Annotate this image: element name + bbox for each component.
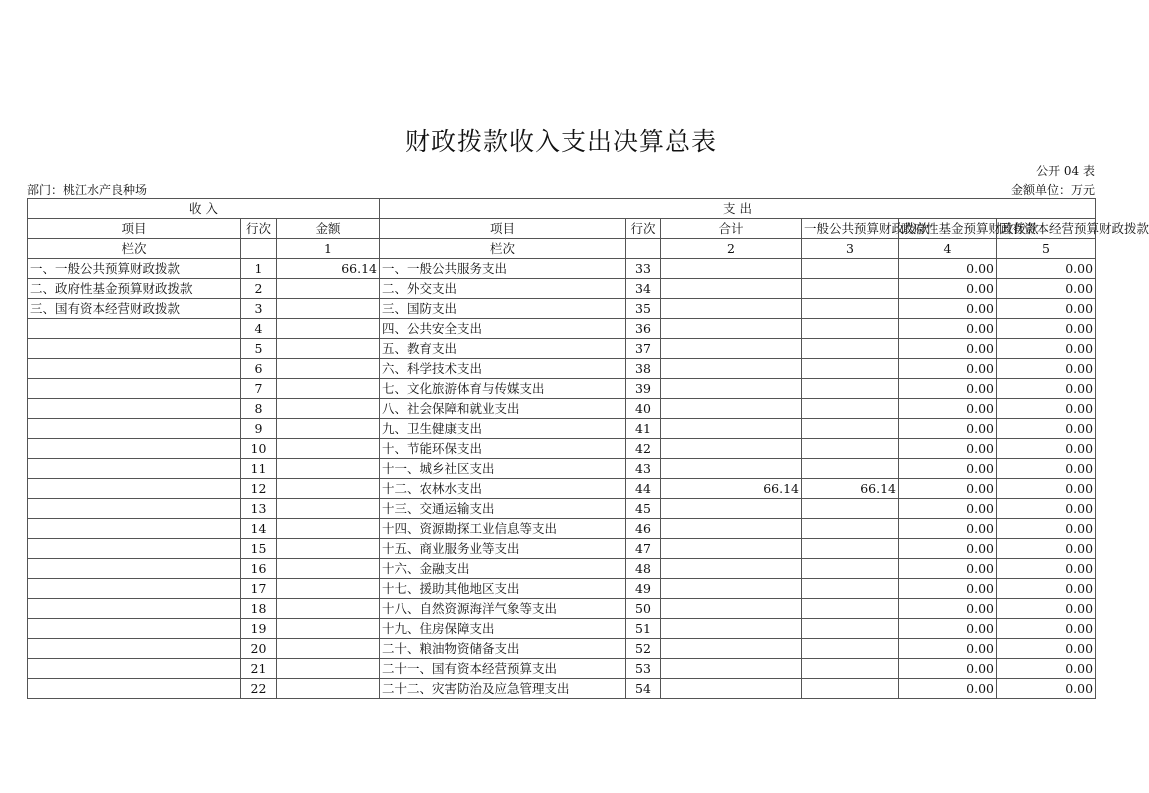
cell-expense-item: 七、文化旅游体育与传媒支出 [380,379,626,399]
cell-general-budget [802,339,899,359]
cell-state-capital: 0.00 [997,559,1096,579]
cell-gov-fund: 0.00 [899,619,997,639]
cell-state-capital: 0.00 [997,419,1096,439]
colno-income-amount: 1 [277,239,380,259]
cell-total [661,319,802,339]
cell-income-amount [277,639,380,659]
cell-gov-fund: 0.00 [899,399,997,419]
cell-gov-fund: 0.00 [899,679,997,699]
cell-general-budget [802,639,899,659]
table-row [28,319,1096,339]
cell-income-amount [277,619,380,639]
cell-income-row-no: 17 [241,579,277,599]
colno-total: 2 [661,239,802,259]
cell-income-amount [277,659,380,679]
cell-income-row-no: 12 [241,479,277,499]
cell-expense-item: 三、国防支出 [380,299,626,319]
cell-income-row-no: 7 [241,379,277,399]
cell-expense-item: 十六、金融支出 [380,559,626,579]
department-label: 部门：桃江水产良种场 [27,183,148,197]
cell-income-row-no: 2 [241,279,277,299]
cell-income-item [28,499,241,519]
cell-general-budget [802,259,899,279]
cell-state-capital: 0.00 [997,259,1096,279]
table-row [28,639,1096,659]
cell-income-item [28,579,241,599]
cell-general-budget [802,299,899,319]
cell-income-row-no: 16 [241,559,277,579]
cell-income-amount: 66.14 [277,259,380,279]
cell-general-budget [802,459,899,479]
cell-income-row-no: 18 [241,599,277,619]
cell-total [661,399,802,419]
fiscal-summary-table [27,198,1149,699]
cell-total [661,279,802,299]
cell-expense-row-no: 41 [626,419,661,439]
cell-expense-row-no: 47 [626,539,661,559]
cell-expense-item: 十、节能环保支出 [380,439,626,459]
cell-total [661,499,802,519]
cell-income-amount [277,579,380,599]
header-gov-fund: 政府性基金预算财政拨款 [899,219,997,239]
cell-income-row-no: 20 [241,639,277,659]
cell-expense-row-no: 36 [626,319,661,339]
colno-gov-fund: 4 [899,239,997,259]
cell-income-amount [277,339,380,359]
cell-income-row-no: 4 [241,319,277,339]
cell-income-row-no: 22 [241,679,277,699]
column-header-row [28,219,1096,239]
cell-total [661,359,802,379]
cell-income-amount [277,559,380,579]
cell-expense-row-no: 39 [626,379,661,399]
cell-income-amount [277,499,380,519]
table-row [28,599,1096,619]
cell-income-row-no: 5 [241,339,277,359]
cell-income-amount [277,319,380,339]
cell-income-item [28,419,241,439]
cell-income-row-no: 1 [241,259,277,279]
cell-income-row-no: 10 [241,439,277,459]
cell-income-item [28,539,241,559]
table-row [28,399,1096,419]
cell-income-item [28,559,241,579]
cell-income-amount [277,299,380,319]
cell-income-row-no: 15 [241,539,277,559]
cell-expense-row-no: 38 [626,359,661,379]
cell-expense-item: 十四、资源勘探工业信息等支出 [380,519,626,539]
cell-expense-row-no: 51 [626,619,661,639]
cell-state-capital: 0.00 [997,399,1096,419]
cell-income-row-no: 13 [241,499,277,519]
cell-gov-fund: 0.00 [899,559,997,579]
table-row [28,519,1096,539]
cell-income-amount [277,279,380,299]
cell-state-capital: 0.00 [997,339,1096,359]
table-row [28,539,1096,559]
cell-expense-row-no: 33 [626,259,661,279]
cell-expense-row-no: 37 [626,339,661,359]
cell-state-capital: 0.00 [997,479,1096,499]
cell-gov-fund: 0.00 [899,499,997,519]
cell-total [661,379,802,399]
cell-expense-item: 十二、农林水支出 [380,479,626,499]
cell-expense-item: 九、卫生健康支出 [380,419,626,439]
cell-income-item [28,459,241,479]
cell-total [661,579,802,599]
section-income: 收 入 [28,199,380,219]
cell-income-amount [277,419,380,439]
cell-total [661,259,802,279]
cell-state-capital: 0.00 [997,659,1096,679]
cell-gov-fund: 0.00 [899,479,997,499]
cell-gov-fund: 0.00 [899,339,997,359]
cell-general-budget [802,619,899,639]
cell-total [661,639,802,659]
cell-income-row-no: 19 [241,619,277,639]
table-row [28,259,1096,279]
cell-total [661,519,802,539]
cell-income-item: 三、国有资本经营财政拨款 [28,299,241,319]
cell-gov-fund: 0.00 [899,639,997,659]
table-row [28,439,1096,459]
cell-expense-row-no: 49 [626,579,661,599]
cell-expense-item: 十一、城乡社区支出 [380,459,626,479]
cell-expense-row-no: 52 [626,639,661,659]
cell-total [661,599,802,619]
table-row [28,679,1096,699]
table-row [28,659,1096,679]
cell-income-item: 二、政府性基金预算财政拨款 [28,279,241,299]
header-expense-row-no: 行次 [626,219,661,239]
cell-gov-fund: 0.00 [899,459,997,479]
table-row [28,419,1096,439]
cell-expense-item: 一、一般公共服务支出 [380,259,626,279]
cell-general-budget [802,319,899,339]
cell-income-amount [277,439,380,459]
cell-income-item [28,479,241,499]
cell-expense-item: 二、外交支出 [380,279,626,299]
cell-general-budget [802,519,899,539]
cell-expense-row-no: 44 [626,479,661,499]
cell-total [661,539,802,559]
cell-expense-row-no: 48 [626,559,661,579]
colno-state-capital: 5 [997,239,1096,259]
cell-state-capital: 0.00 [997,439,1096,459]
cell-total [661,339,802,359]
header-state-capital: 国有资本经营预算财政拨款 [997,219,1096,239]
table-row [28,559,1096,579]
header-general-budget: 一般公共预算财政拨款 [802,219,899,239]
cell-income-item [28,619,241,639]
section-header-row [28,199,1096,219]
cell-general-budget [802,659,899,679]
column-number-row [28,239,1096,259]
cell-expense-item: 二十一、国有资本经营预算支出 [380,659,626,679]
cell-state-capital: 0.00 [997,379,1096,399]
header-income-amount: 金额 [277,219,380,239]
cell-gov-fund: 0.00 [899,519,997,539]
cell-expense-item: 八、社会保障和就业支出 [380,399,626,419]
cell-income-item [28,379,241,399]
table-row [28,339,1096,359]
cell-income-item [28,679,241,699]
cell-income-row-no: 8 [241,399,277,419]
cell-income-item [28,359,241,379]
cell-gov-fund: 0.00 [899,259,997,279]
table-row [28,479,1096,499]
cell-state-capital: 0.00 [997,679,1096,699]
cell-general-budget [802,399,899,419]
cell-income-item [28,659,241,679]
cell-income-row-no: 14 [241,519,277,539]
cell-income-item [28,319,241,339]
header-total: 合计 [661,219,802,239]
cell-state-capital: 0.00 [997,579,1096,599]
cell-income-amount [277,679,380,699]
cell-income-item [28,339,241,359]
cell-general-budget [802,559,899,579]
cell-income-row-no: 9 [241,419,277,439]
table-row [28,299,1096,319]
table-row [28,359,1096,379]
cell-expense-item: 十七、援助其他地区支出 [380,579,626,599]
cell-total [661,419,802,439]
cell-expense-item: 六、科学技术支出 [380,359,626,379]
cell-general-budget [802,539,899,559]
cell-expense-row-no: 46 [626,519,661,539]
cell-expense-row-no: 42 [626,439,661,459]
cell-expense-item: 五、教育支出 [380,339,626,359]
colno-expense-label: 栏次 [380,239,626,259]
colno-income-label: 栏次 [28,239,241,259]
cell-income-amount [277,599,380,619]
cell-general-budget [802,279,899,299]
cell-income-row-no: 21 [241,659,277,679]
cell-gov-fund: 0.00 [899,379,997,399]
table-row [28,499,1096,519]
cell-general-budget [802,379,899,399]
cell-gov-fund: 0.00 [899,319,997,339]
cell-gov-fund: 0.00 [899,299,997,319]
cell-income-amount [277,519,380,539]
cell-state-capital: 0.00 [997,499,1096,519]
cell-general-budget: 66.14 [802,479,899,499]
colno-income-row-blank [241,239,277,259]
cell-total [661,679,802,699]
table-row [28,379,1096,399]
cell-gov-fund: 0.00 [899,439,997,459]
cell-expense-item: 十五、商业服务业等支出 [380,539,626,559]
header-expense-item: 项目 [380,219,626,239]
cell-expense-item: 二十、粮油物资储备支出 [380,639,626,659]
cell-total: 66.14 [661,479,802,499]
cell-general-budget [802,579,899,599]
cell-state-capital: 0.00 [997,319,1096,339]
cell-expense-item: 十三、交通运输支出 [380,499,626,519]
cell-income-amount [277,479,380,499]
cell-expense-row-no: 34 [626,279,661,299]
cell-income-item: 一、一般公共预算财政拨款 [28,259,241,279]
cell-gov-fund: 0.00 [899,279,997,299]
colno-expense-row-blank [626,239,661,259]
cell-expense-row-no: 53 [626,659,661,679]
cell-total [661,619,802,639]
cell-general-budget [802,419,899,439]
cell-total [661,559,802,579]
cell-expense-item: 四、公共安全支出 [380,319,626,339]
cell-state-capital: 0.00 [997,359,1096,379]
cell-state-capital: 0.00 [997,459,1096,479]
cell-total [661,459,802,479]
cell-state-capital: 0.00 [997,299,1096,319]
cell-income-row-no: 11 [241,459,277,479]
cell-gov-fund: 0.00 [899,579,997,599]
cell-state-capital: 0.00 [997,279,1096,299]
cell-income-item [28,639,241,659]
cell-state-capital: 0.00 [997,639,1096,659]
cell-state-capital: 0.00 [997,539,1096,559]
cell-general-budget [802,359,899,379]
cell-expense-row-no: 43 [626,459,661,479]
cell-expense-item: 二十二、灾害防治及应急管理支出 [380,679,626,699]
cell-income-amount [277,459,380,479]
cell-gov-fund: 0.00 [899,359,997,379]
cell-gov-fund: 0.00 [899,539,997,559]
colno-general: 3 [802,239,899,259]
cell-general-budget [802,679,899,699]
cell-income-row-no: 6 [241,359,277,379]
form-number: 公开 04 表 [1036,164,1095,178]
cell-general-budget [802,499,899,519]
page-title: 财政拨款收入支出决算总表 [404,127,717,156]
table-row [28,619,1096,639]
cell-income-amount [277,399,380,419]
cell-gov-fund: 0.00 [899,599,997,619]
cell-expense-row-no: 54 [626,679,661,699]
cell-income-item [28,439,241,459]
cell-expense-item: 十九、住房保障支出 [380,619,626,639]
table-row [28,459,1096,479]
cell-gov-fund: 0.00 [899,419,997,439]
cell-income-row-no: 3 [241,299,277,319]
amount-unit-label: 金额单位：万元 [1010,183,1095,197]
cell-general-budget [802,599,899,619]
cell-total [661,659,802,679]
cell-income-item [28,599,241,619]
cell-expense-row-no: 35 [626,299,661,319]
cell-state-capital: 0.00 [997,619,1096,639]
header-income-row-no: 行次 [241,219,277,239]
cell-state-capital: 0.00 [997,519,1096,539]
table-row [28,579,1096,599]
section-expense: 支 出 [380,199,1096,219]
cell-total [661,299,802,319]
cell-state-capital: 0.00 [997,599,1096,619]
cell-expense-row-no: 50 [626,599,661,619]
cell-total [661,439,802,459]
cell-general-budget [802,439,899,459]
table-row [28,279,1096,299]
header-income-item: 项目 [28,219,241,239]
cell-expense-row-no: 45 [626,499,661,519]
cell-income-amount [277,379,380,399]
cell-income-amount [277,359,380,379]
cell-income-item [28,519,241,539]
cell-expense-item: 十八、自然资源海洋气象等支出 [380,599,626,619]
cell-income-item [28,399,241,419]
cell-income-amount [277,539,380,559]
cell-gov-fund: 0.00 [899,659,997,679]
cell-expense-row-no: 40 [626,399,661,419]
